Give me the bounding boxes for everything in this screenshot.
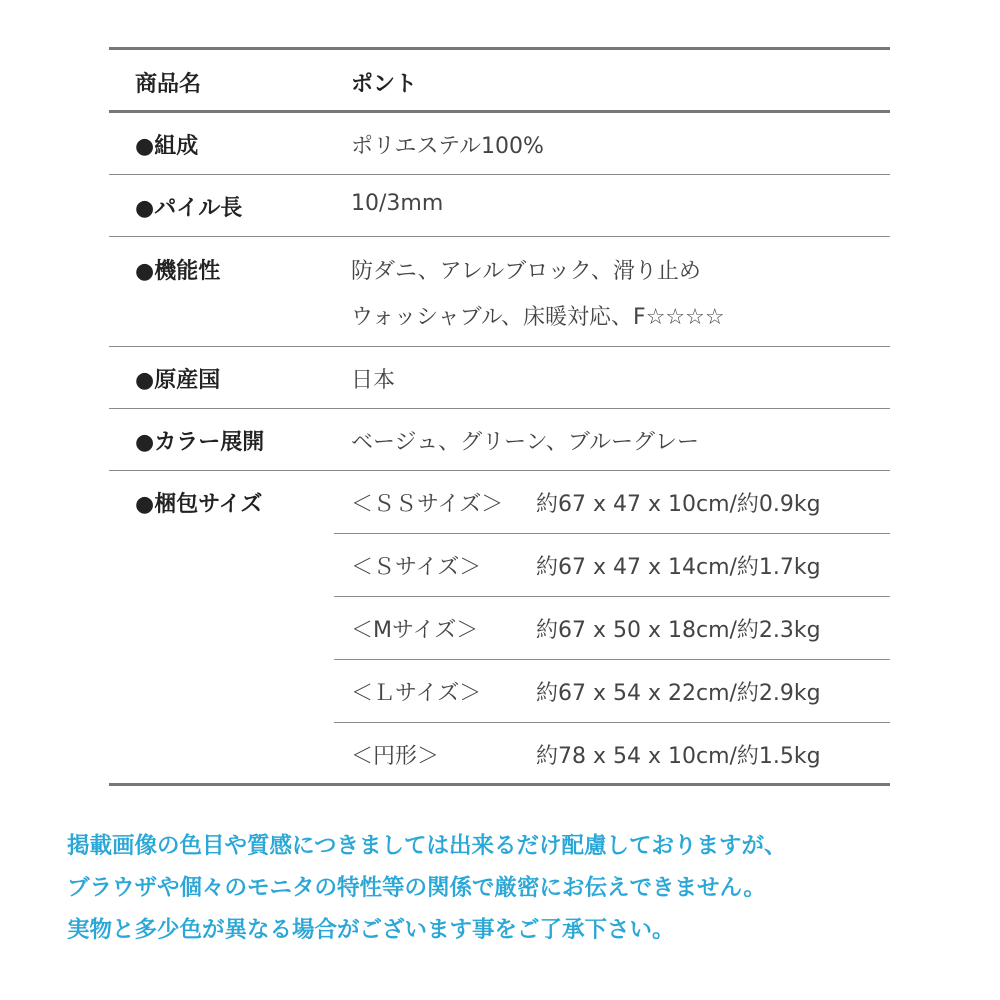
composition-label: ●組成 [135, 134, 199, 159]
function-line-1: 防ダニ、アレルブロック、滑り止め [351, 259, 701, 284]
packaging-row [334, 723, 890, 785]
packaging-size: ＜ＳＳサイズ＞ [351, 492, 504, 517]
row-product-name [109, 50, 890, 110]
pile-length-value: 10/3mm [351, 191, 444, 216]
packaging-row [334, 660, 890, 722]
row-function [109, 237, 890, 346]
colors-label: ●カラー展開 [135, 430, 265, 455]
colors-value: ベージュ、グリーン、ブルーグレー [351, 430, 700, 455]
product-name-value: ポント [351, 72, 418, 97]
disclaimer-line-3: 実物と多少色が異なる場合がございます事をご了承下さい。 [67, 917, 675, 943]
row-packaging [109, 471, 890, 783]
packaging-size: ＜Ｌサイズ＞ [351, 681, 482, 706]
origin-label: ●原産国 [135, 368, 221, 393]
function-value [351, 254, 725, 330]
row-composition [109, 113, 890, 174]
function-line-2: ウォッシャブル、床暖対応、F☆☆☆☆ [351, 305, 725, 330]
disclaimer-line-2: ブラウザや個々のモニタの特性等の関係で厳密にお伝えできません。 [67, 875, 766, 901]
packaging-dims: 約67 x 50 x 18cm/約2.3kg [536, 618, 821, 643]
spec-table [109, 47, 890, 786]
product-name-label: 商品名 [135, 72, 202, 97]
row-origin [109, 347, 890, 408]
color-disclaimer [67, 825, 947, 951]
packaging-row [334, 534, 890, 596]
composition-value: ポリエステル100% [351, 134, 544, 159]
packaging-dims: 約67 x 47 x 10cm/約0.9kg [536, 492, 821, 517]
packaging-row [334, 471, 890, 533]
pile-length-label: ●パイル長 [135, 196, 243, 221]
packaging-size: ＜Ｓサイズ＞ [351, 555, 482, 580]
packaging-size: ＜Mサイズ＞ [351, 618, 479, 643]
packaging-row [334, 597, 890, 659]
packaging-dims: 約78 x 54 x 10cm/約1.5kg [536, 744, 821, 769]
disclaimer-line-1: 掲載画像の色目や質感につきましては出来るだけ配慮しておりますが、 [67, 833, 787, 859]
row-pile-length [109, 175, 890, 236]
row-colors [109, 409, 890, 470]
packaging-label: ●梱包サイズ [135, 492, 263, 517]
packaging-size: ＜円形＞ [351, 744, 440, 769]
function-label: ●機能性 [135, 259, 221, 284]
packaging-dims: 約67 x 47 x 14cm/約1.7kg [536, 555, 821, 580]
packaging-list [334, 471, 890, 785]
packaging-dims: 約67 x 54 x 22cm/約2.9kg [536, 681, 821, 706]
origin-value: 日本 [351, 368, 396, 393]
